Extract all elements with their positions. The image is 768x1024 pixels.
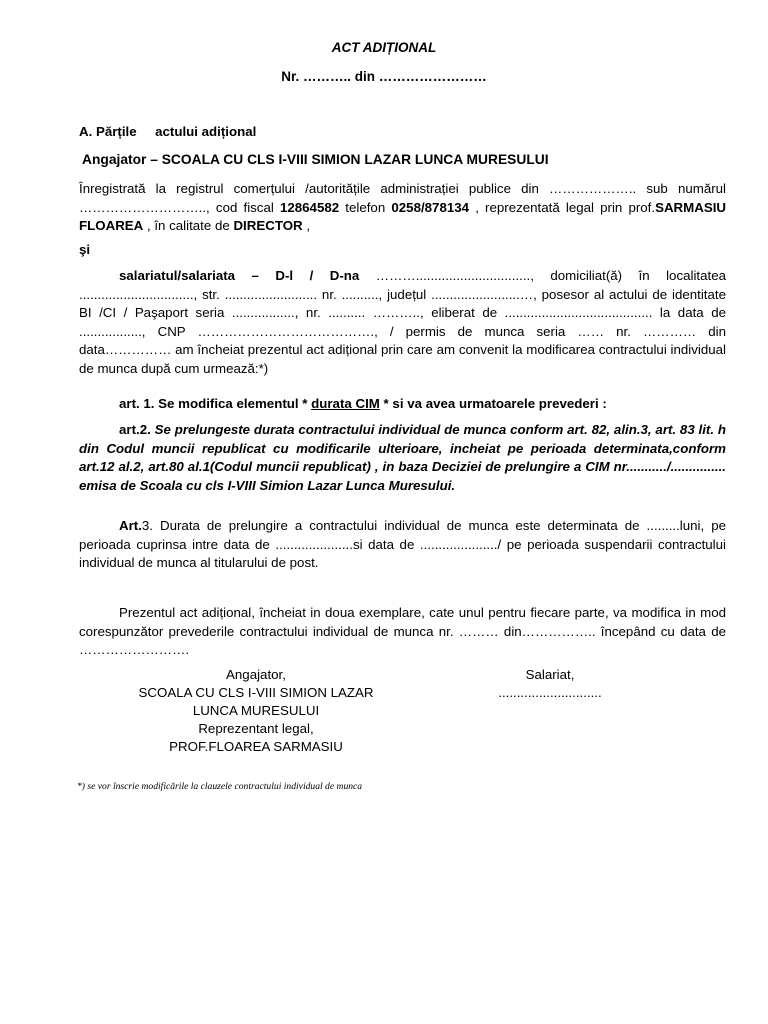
employee-paragraph — [79, 267, 726, 378]
registration-text-4: , în calitate de — [143, 218, 234, 233]
document-title: ACT ADIȚIONAL — [331, 40, 437, 55]
registration-text-5: , — [302, 218, 311, 233]
article-1-prefix: art. 1. Se modifica elementul * — [119, 396, 312, 411]
article-1-element: durata CIM — [311, 396, 380, 411]
cod-fiscal-value: 12864582 — [279, 199, 340, 215]
footnote: *) se vor înscrie modificările la clauzele contractului individual de munca — [77, 781, 363, 792]
representative-name: SARMASIU FLOAREA — [79, 199, 726, 233]
article-3 — [79, 517, 726, 573]
employee-details: ………..............................., domiciliat(ă) în localitatea ..............................., str. ......................... nr. .........., județul ........................…, posesor al actului de identitate BI /CI / Paşaport seria ................., nr. .......... ……….., eliberat de ........................................ la data de ................., CNP …………………………………., / permis de munca seria …… nr. ………… din data…………… am încheiat prezentul act adițional prin care am convenit la modificarea contractului individual de munca după cum urmează:*) — [79, 268, 726, 376]
employer-rep-label: Reprezentant legal, — [198, 721, 314, 736]
document-number-line: Nr. ……….. din …………………… — [281, 69, 487, 84]
closing-text: Prezentul act adițional, încheiat in doua exemplare, cate unul pentru fiecare parte, va modifica in mod corespunzător prevederile contractului individual de munca nr. ……… din…………….. începând cu data de ……………………. — [79, 605, 726, 657]
employee-label: salariatul/salariata – D-l / D-na — [119, 268, 360, 283]
employee-signature-blank: ............................ — [498, 685, 602, 700]
employer-line: Angajator – SCOALA CU CLS I-VIII SIMION LAZAR LUNCA MURESULUI — [82, 152, 549, 167]
article-2-label: art.2. — [119, 422, 151, 437]
article-1 — [119, 396, 607, 411]
employer-signature-name-2: LUNCA MURESULUI — [192, 703, 320, 718]
article-3-text: 3. Durata de prelungire a contractului individual de munca este determinata de .........luni, pe perioada cuprinsa intre data de .....................si data de ...................../ pe perioada suspendarii contractului individual de munca al titularului de post. — [79, 518, 726, 570]
employer-signature-label: Angajator, — [226, 667, 286, 682]
representative-role: DIRECTOR — [233, 218, 303, 233]
article-3-label: Art. — [119, 518, 142, 533]
closing-paragraph — [79, 604, 726, 660]
article-2 — [79, 421, 726, 495]
employee-signature-label: Salariat, — [525, 667, 575, 682]
registration-text-1: Înregistrată la registrul comerțului /autoritățile administrației publice din ……………….. sub numărul ……………………….., cod fiscal — [79, 181, 726, 215]
section-a-heading: A. Părțile actului adițional — [79, 124, 257, 139]
article-1-suffix: * si va avea urmatoarele prevederi : — [379, 396, 607, 411]
employer-signature-block — [73, 666, 439, 756]
article-2-text: Se prelungeste durata contractului individual de munca conform art. 82, alin.3, art. 83 lit. h din Codul muncii republicat cu modificarile ulterioare, incheiat pe perioada determinata,conform art.12 al.2, art.80 al.1(Codul muncii republicat) , in baza Deciziei de prelungire a CIM nr.........../............... emisa de Scoala cu cls I-VIII Simion Lazar Lunca Muresului. — [79, 422, 726, 493]
employee-signature-block — [470, 666, 630, 702]
telefon-value: 0258/878134 — [391, 199, 470, 215]
registration-text-3: , reprezentată legal prin prof. — [469, 199, 656, 215]
employer-rep-name: PROF.FLOAREA SARMASIU — [169, 739, 343, 754]
registration-paragraph — [79, 180, 726, 236]
and-label: şi — [79, 242, 91, 257]
registration-text-2: telefon — [339, 199, 392, 215]
employer-signature-name-1: SCOALA CU CLS I-VIII SIMION LAZAR — [138, 685, 374, 700]
